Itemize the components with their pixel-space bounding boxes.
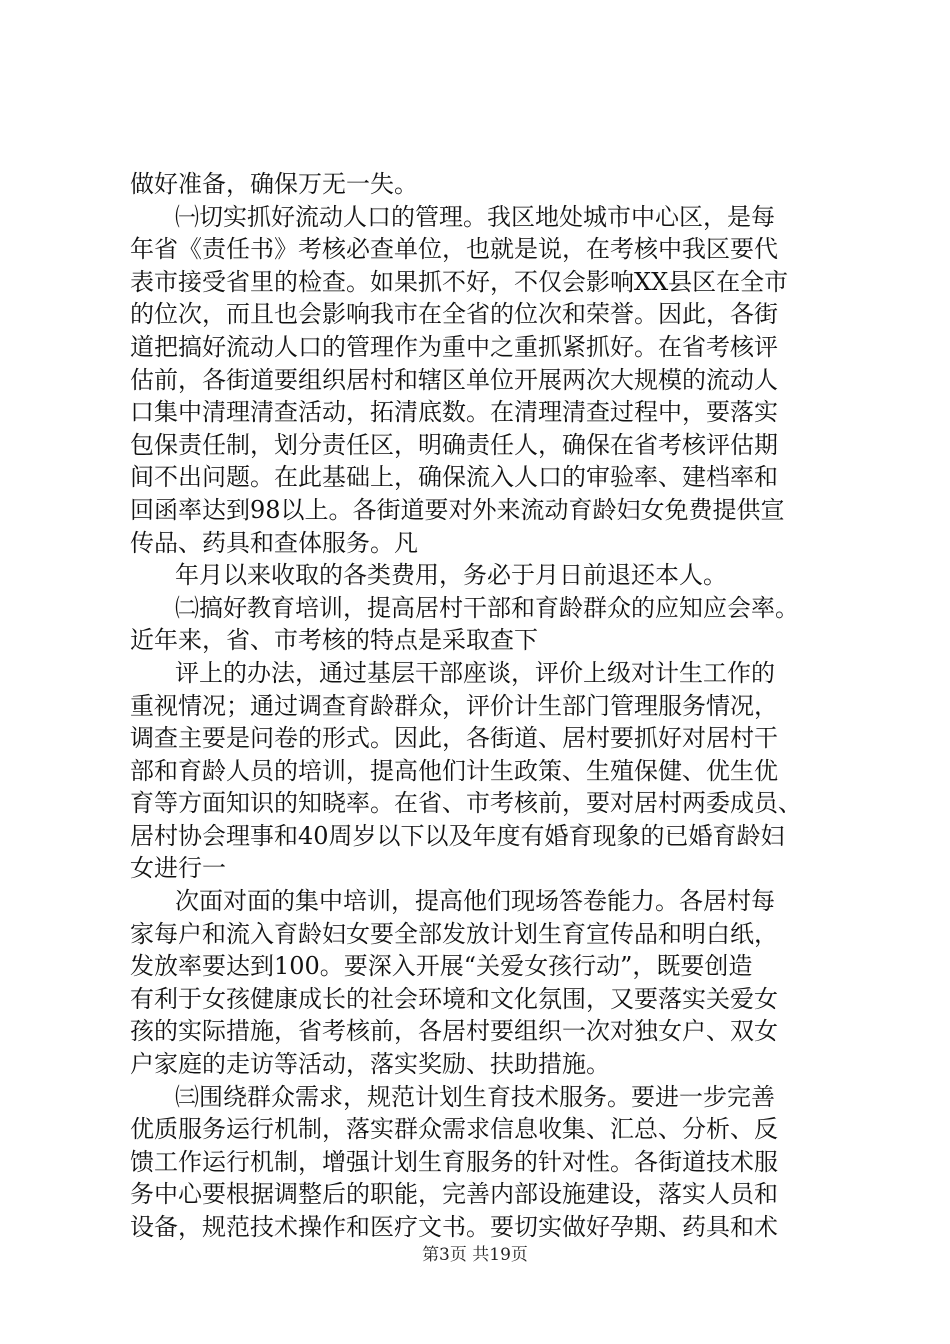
page-footer: 第3页 共19页: [422, 1245, 528, 1265]
text-line: 女进行一: [130, 854, 226, 883]
text-line: 的位次，而且也会影响我市在全省的位次和荣誉。因此，各街: [130, 300, 778, 329]
text-line: 设备，规范技术操作和医疗文书。要切实做好孕期、药具和术: [130, 1213, 778, 1241]
text-line: 间不出问题。在此基础上，确保流入人口的审验率、建档率和: [130, 463, 778, 492]
text-line: 育等方面知识的知晓率。在省、市考核前，要对居村两委成员、: [130, 789, 802, 818]
text-line: 户家庭的走访等活动，落实奖励、扶助措施。: [130, 1050, 610, 1079]
text-line: ㈡搞好教育培训，提高居村干部和育龄群众的应知应会率。: [175, 593, 799, 622]
text-line: 馈工作运行机制，增强计划生育服务的针对性。各街道技术服: [130, 1147, 778, 1176]
text-line: 传品、药具和查体服务。凡: [130, 528, 418, 557]
text-line: 发放率要达到100。要深入开展“关爱女孩行动”，既要创造: [130, 952, 753, 981]
text-line: 近年来，省、市考核的特点是采取查下: [130, 626, 538, 655]
text-line: 做好准备，确保万无一失。: [130, 170, 418, 198]
text-line: 优质服务运行机制，落实群众需求信息收集、汇总、分析、反: [130, 1115, 778, 1144]
text-line: 口集中清理清查活动，拓清底数。在清理清查过程中，要落实: [130, 398, 778, 427]
text-line: 年月以来收取的各类费用，务必于月日前退还本人。: [175, 561, 727, 590]
text-line: 有利于女孩健康成长的社会环境和文化氛围，又要落实关爱女: [130, 984, 778, 1013]
text-line: 部和育龄人员的培训，提高他们计生政策、生殖保健、优生优: [130, 756, 778, 785]
text-line: 家每户和流入育龄妇女要全部发放计划生育宣传品和明白纸，: [130, 919, 778, 948]
text-line: 估前，各街道要组织居村和辖区单位开展两次大规模的流动人: [130, 365, 778, 394]
text-line: 孩的实际措施，省考核前，各居村要组织一次对独女户、双女: [130, 1017, 778, 1046]
text-line: 年省《责任书》考核必查单位，也就是说，在考核中我区要代: [130, 235, 778, 264]
text-line: 道把搞好流动人口的管理作为重中之重抓紧抓好。在省考核评: [130, 332, 778, 361]
text-line: 包保责任制，划分责任区，明确责任人，确保在省考核评估期: [130, 430, 778, 459]
text-line: 回函率达到98以上。各街道要对外来流动育龄妇女免费提供宣: [130, 495, 785, 524]
text-line: ㈠切实抓好流动人口的管理。我区地处城市中心区，是每: [175, 202, 775, 231]
text-line: 次面对面的集中培训，提高他们现场答卷能力。各居村每: [175, 887, 775, 916]
text-line: 居村协会理事和40周岁以下以及年度有婚育现象的已婚育龄妇: [130, 821, 785, 850]
text-line: 表市接受省里的检查。如果抓不好，不仅会影响XX县区在全市: [130, 267, 789, 296]
text-line: 重视情况；通过调查育龄群众，评价计生部门管理服务情况，: [130, 691, 778, 720]
body-text: [130, 168, 835, 1244]
text-line: 调查主要是问卷的形式。因此，各街道、居村要抓好对居村干: [130, 724, 778, 753]
text-line: 评上的办法，通过基层干部座谈，评价上级对计生工作的: [175, 658, 775, 687]
text-line: 务中心要根据调整后的职能，完善内部设施建设，落实人员和: [130, 1180, 778, 1209]
text-line: ㈢围绕群众需求，规范计划生育技术服务。要进一步完善: [175, 1082, 775, 1111]
